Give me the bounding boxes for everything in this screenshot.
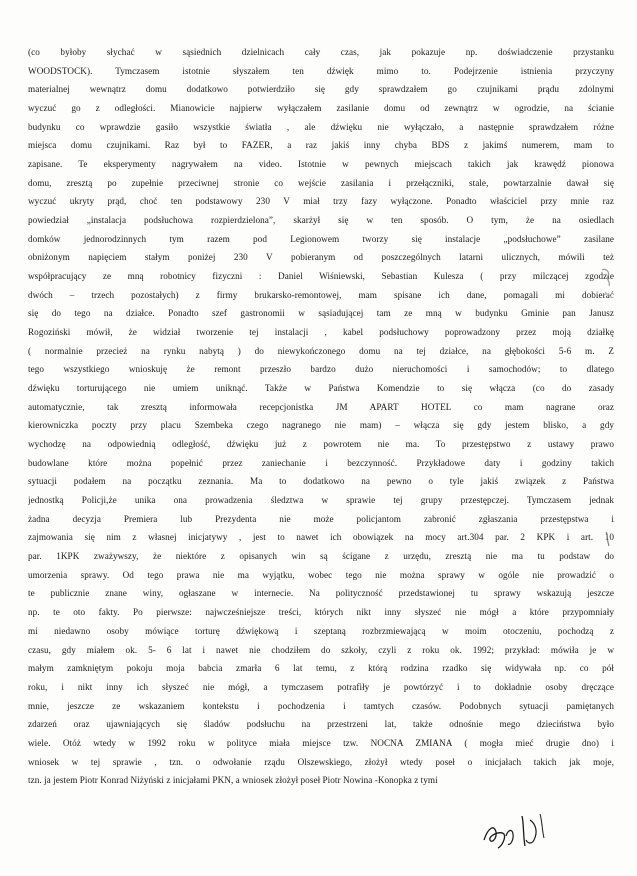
text-line: współpracujący ze mną robotnicy fizyczni : Daniel Wiśniewski, Sebastian Kulesza ( przy milczącej zgodzie bbox=[28, 271, 614, 282]
text-line: jednostką Policji,że unika ona prowadzenia śledztwa w sprawie tej grupy przestępczej. Tymczasem jednak bbox=[28, 495, 614, 506]
text-line: Rogoziński mówił, że widział tworzenie tej instalacji , kabel podsłuchowy poprowadzony przez moją działkę bbox=[28, 327, 614, 338]
text-line: par. 1KPK zważywszy, że niektóre z opisanych win są ścigane z urzędu, zresztą nie ma tu podstaw do bbox=[28, 551, 614, 562]
text-line: wniosek w tej sprawie , tzn. o odwołanie rządu Olszewskiego, złożył wtedy poseł o inicjałach takich jak moje, bbox=[28, 756, 614, 767]
text-line: materialnej wewnątrz domu dodatkowo potwierdziło się gdy sprawdzałem go czujnikami prądu zdolnymi bbox=[28, 84, 614, 95]
text-line: żadna decyzja Premiera lub Prezydenta nie może policjantom zabronić zgłaszania przestępstwa i bbox=[28, 513, 614, 524]
text-line: mnie, jeszcze ze wskazaniem kontekstu i pochodzenia i tamtych czasów. Podobnych sytuacji pamiętanych bbox=[28, 700, 614, 711]
text-line: ( normalnie przecież na rynku nabytą ) do niewykończonego domu na tej działce, na głębokości 5-6 m. Z bbox=[28, 345, 614, 356]
text-line: np. te oto fakty. Po pierwsze: najwcześniejsze treści, których nikt inny słyszeć nie mógł a które przypomniały bbox=[28, 607, 614, 618]
text-line: tzn. ja jestem Piotr Konrad Niżyński z inicjałami PKN, a wniosek złożył poseł Piotr Nowina -Konopka z tymi bbox=[28, 775, 438, 786]
text-line: automatycznie, tak zresztą informowała recepcjonistka JM APART HOTEL co mam nagrane oraz bbox=[28, 401, 614, 412]
text-line: zajmowania się nim z własnej inicjatywy , jest to nawet ich obowiązek na mocy art.304 par. 2 KPK i art. 10 bbox=[28, 532, 614, 543]
text-line: dwóch – trzech pozostałych) z firmy brukarsko-remontowej, mam spisane ich dane, pomagali mi dobierać bbox=[28, 289, 614, 300]
document-body-text bbox=[28, 43, 614, 790]
text-line: czasu, gdy miałem ok. 5- 6 lat i nawet nie chodziłem do szkoły, czyli z roku ok. 1992; przykład: mówiła je w bbox=[28, 644, 614, 655]
text-line: wyczuć ukryty prąd, choć ten podstawowy 230 V miał trzy fazy wyłączone. Ponadto właściciel przy mnie raz bbox=[28, 196, 614, 207]
text-line: mi niedawno osoby mówiące torturę dźwiękową i szeptaną rozbrzmiewającą w moim otoczeniu, pochodzą z bbox=[28, 625, 614, 636]
text-line: zapisane. Te eksperymenty nagrywałem na video. Istotnie w pewnych miejscach takich jak krawędź pionowa bbox=[28, 159, 614, 170]
text-line: małym zamkniętym pokoju moja babcia zmarła 6 lat temu, z którą rodzina rzadko się widywała np. co pół bbox=[28, 663, 614, 674]
text-line: sytuacji podałem na początku zeznania. Ma to dodatkowo na pewno o tyle jakiś związek z Państwa bbox=[28, 476, 614, 487]
text-line: się do tego na działce. Ponadto szef gastronomii w sąsiadującej tam ze mną w budynku Gminie pan Janusz bbox=[28, 308, 614, 319]
text-line: wiele. Otóż wtedy w 1992 roku w polityce miała miejsce tzw. NOCNA ZMIANA ( mogła mieć drugie dno) i bbox=[28, 737, 614, 748]
text-line: roku, i nikt inny ich słyszeć nie mógł, a tymczasem potrafiły je powtórzyć i to dokładnie osoby dręczące bbox=[28, 681, 614, 692]
text-line: powiedział „instalacja podsłuchowa rozpierdzielona”, skarżył się w ten sposób. O tym, że na osiedlach bbox=[28, 215, 614, 226]
text-line: budynku co wprawdzie gasiło wszystkie światła , ale dźwięku nie wyłączało, a następnie sprawdzałem różne bbox=[28, 121, 614, 132]
text-line: wyczuć go z odległości. Mianowicie najpierw wyłączałem zasilanie domu od zewnątrz w ogrodzie, na ścianie bbox=[28, 103, 614, 114]
text-line: te publicznie znane winy, ogłaszane w internecie. Na polityczność przedstawionej tu sprawy wskazują jeszcze bbox=[28, 588, 614, 599]
text-line: WOODSTOCK). Tymczasem istotnie słyszałem ten dźwięk mimo to. Podejrzenie istnienia przyczyny bbox=[28, 65, 614, 76]
handwritten-signature bbox=[478, 810, 560, 852]
margin-tick-mark bbox=[604, 530, 612, 548]
text-line: kierowniczka poczty przy placu Szembeka czego nagranego nie mam) – włącza się gdy jestem blisko, a gdy bbox=[28, 420, 614, 431]
text-line: tego wszystkiego wnioskuję że remont przeszło bardzo dużo nieruchomości i samochodów; to dlatego bbox=[28, 364, 614, 375]
text-line: domu, zresztą po zupełnie przeciwnej stronie co wejście zasilania i przełączniki, stale, powtarzalnie dawał się bbox=[28, 177, 614, 188]
text-line: domków jednorodzinnych tym razem pod Legionowem tworzy się instalacje „podsłuchowe” zasilane bbox=[28, 233, 614, 244]
margin-smudge-mark bbox=[598, 262, 618, 308]
text-line: obniżonym napięciem stałym poniżej 230 V pobieranym od poszczególnych latarni ulicznych, mówili też bbox=[28, 252, 614, 263]
text-line: budowlane które można popełnić przez zaniechanie i bezczynność. Przykładowe daty i godziny takich bbox=[28, 457, 614, 468]
text-line: wychodzę na odpowiednią odległość, dźwięku już z powrotem nie ma. To przestępstwo z ustawy prawo bbox=[28, 439, 614, 450]
text-line: zdarzeń oraz ujawniających się śladów podsłuchu na przestrzeni lat, także odnośnie mego dzieciństwa było bbox=[28, 719, 614, 730]
text-line: (co byłoby słychać w sąsiednich dzielnicach cały czas, jak pokazuje np. doświadczenie przystanku bbox=[28, 47, 614, 57]
text-line: umorzenia sprawy. Od tego prawa nie ma wyjątku, wobec tego nie można sprawy w ogóle nie prowadzić o bbox=[28, 569, 614, 580]
text-line: dźwięku torturującego nie umiem uniknąć. Także w Państwa Komendzie to się włącza (co do zasady bbox=[28, 383, 614, 394]
text-line: miejsca domu czujnikami. Raz był to FAZER, a raz jakiś inny chyba BDS z jakimś numerem, mam to bbox=[28, 140, 614, 151]
